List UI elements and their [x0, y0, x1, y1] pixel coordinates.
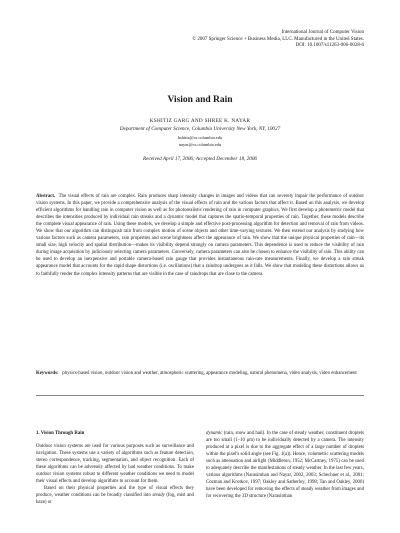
- email-2: nayar@cs.columbia.edu: [178, 142, 222, 147]
- section-paragraph-1: Outdoor vision systems are used for various purposes such as surveillance and navigation. These systems use a variety of algorithms such as feature detection, stereo correspondence, tracking, segmentation, and object recognition. Each of these algorithms can be adversely affected by bad weather conditions. To make outdoor vision systems robust to different weather conditions we need to model their visual effects and develop algorithms to account for them.: [36, 444, 194, 485]
- author-affiliation: Department of Computer Science, Columbia University New York, NY, 10027: [119, 126, 281, 132]
- right-text: (rain, snow and hail). In the case of steady weather, constituent droplets are too small (1–10 μm) to be individually detected by a camera. The intensity produced at a pixel is due to the aggregate effect of a large number of droplets within the pixel's solid angle (see Fig. 1(a)). Hence, volumetric scattering models such as attenuation and airlight (Middleton, 1952; McCartney, 1975) can be used to adequately describe the manifestations of steady weather. In the last few years, various algorithms (Narasimhan and Nayar, 2002, 2003; Schechner et al., 2001; Cozman and Krotkov, 1997; Oakley and Satherley, 1998; Tan and Oakley, 2000) have been developed for removing the effects of steady weather from images and for recovering the 3D structure (Narasimhan: [206, 431, 364, 500]
- right-emph: dynamic: [206, 431, 223, 436]
- doi-line: DOI: 10.1007/s11263-006-0028-6: [295, 43, 364, 48]
- abstract: [36, 193, 364, 278]
- keywords: [36, 370, 364, 377]
- right-column: [206, 430, 364, 500]
- keywords-text: physics-based vision, outdoor vision and weather, atmospheric scattering, appearance modeling, natural phenomena, video analysis, video enhancement: [62, 371, 357, 376]
- para2-end: (fog, mist and haze) or: [36, 493, 194, 506]
- section-heading: 1. Vision Through Rain: [36, 431, 85, 436]
- author-emails: [0, 134, 400, 148]
- received-accepted-dates: Received April 17, 2006; Accepted December 18, 2006: [142, 156, 258, 162]
- abstract-text: The visual effects of rain are complex. Rain produces sharp intensity changes in images and videos that can severely impair the performance of outdoor vision systems. In this paper, we provide a comprehensive analysis of the visual effects of rain and the various factors that affect it. Based on this analysis, we develop efficient algorithms for handling rain in computer vision as well as for photorealistic rendering of rain in computer graphics. We first develop a photometric model that describes the intensities produced by individual rain streaks and a dynamic model that captures the spatio-temporal properties of rain. Together, these models describe the complete visual appearance of rain. Using these models, we develop a simple and effective post-processing algorithm for detection and removal of rain from videos. We show that our algorithm can distinguish rain from complex motion of scene objects and other time-varying textures. We then extend our analysis by studying how various factors such as camera parameters, rain properties and scene brightness affect the appearance of rain. We show that the unique physical properties of rain—its small size, high velocity and spatial distribution—makes its visibility depend strongly on camera parameters. This dependence is used to reduce the visibility of rain during image acquisition by judiciously selecting camera parameters. Conversely, camera parameters can also be chosen to enhance the visibility of rain. This ability can be used to develop an inexpensive and portable camera-based rain gauge that provides instantaneous rain-rate measurements. Finally, we develop a rain streak appearance model that accounts for the rapid shape distortions (i.e. oscillations) that a raindrop undergoes as it falls. We show that modeling these distortions allows us to faithfully render the complex intensity patterns that are visible in the case of raindrops that are close to the camera.: [36, 194, 364, 277]
- email-1: kshitiz@cs.columbia.edu: [177, 135, 223, 140]
- para2-emph: steady: [152, 493, 165, 499]
- paper-title: Vision and Rain: [167, 95, 233, 105]
- left-column: [36, 430, 194, 506]
- journal-header: [164, 30, 364, 50]
- para2-start: Based on their physical properties and the type of visual effects they produce, weather conditions can be broadly classified into: [36, 486, 194, 499]
- keywords-label: Keywords:: [36, 371, 59, 376]
- copyright-line: © 2007 Springer Science + Business Media, LLC. Manufactured in the United States.: [192, 36, 364, 42]
- section-paragraph-2: [36, 485, 194, 506]
- journal-name: International Journal of Computer Vision: [281, 30, 364, 35]
- paper-authors: KSHITIZ GARG AND SHREE K. NAYAR: [149, 118, 251, 124]
- abstract-label: Abstract.: [36, 194, 56, 199]
- divider: [36, 395, 364, 396]
